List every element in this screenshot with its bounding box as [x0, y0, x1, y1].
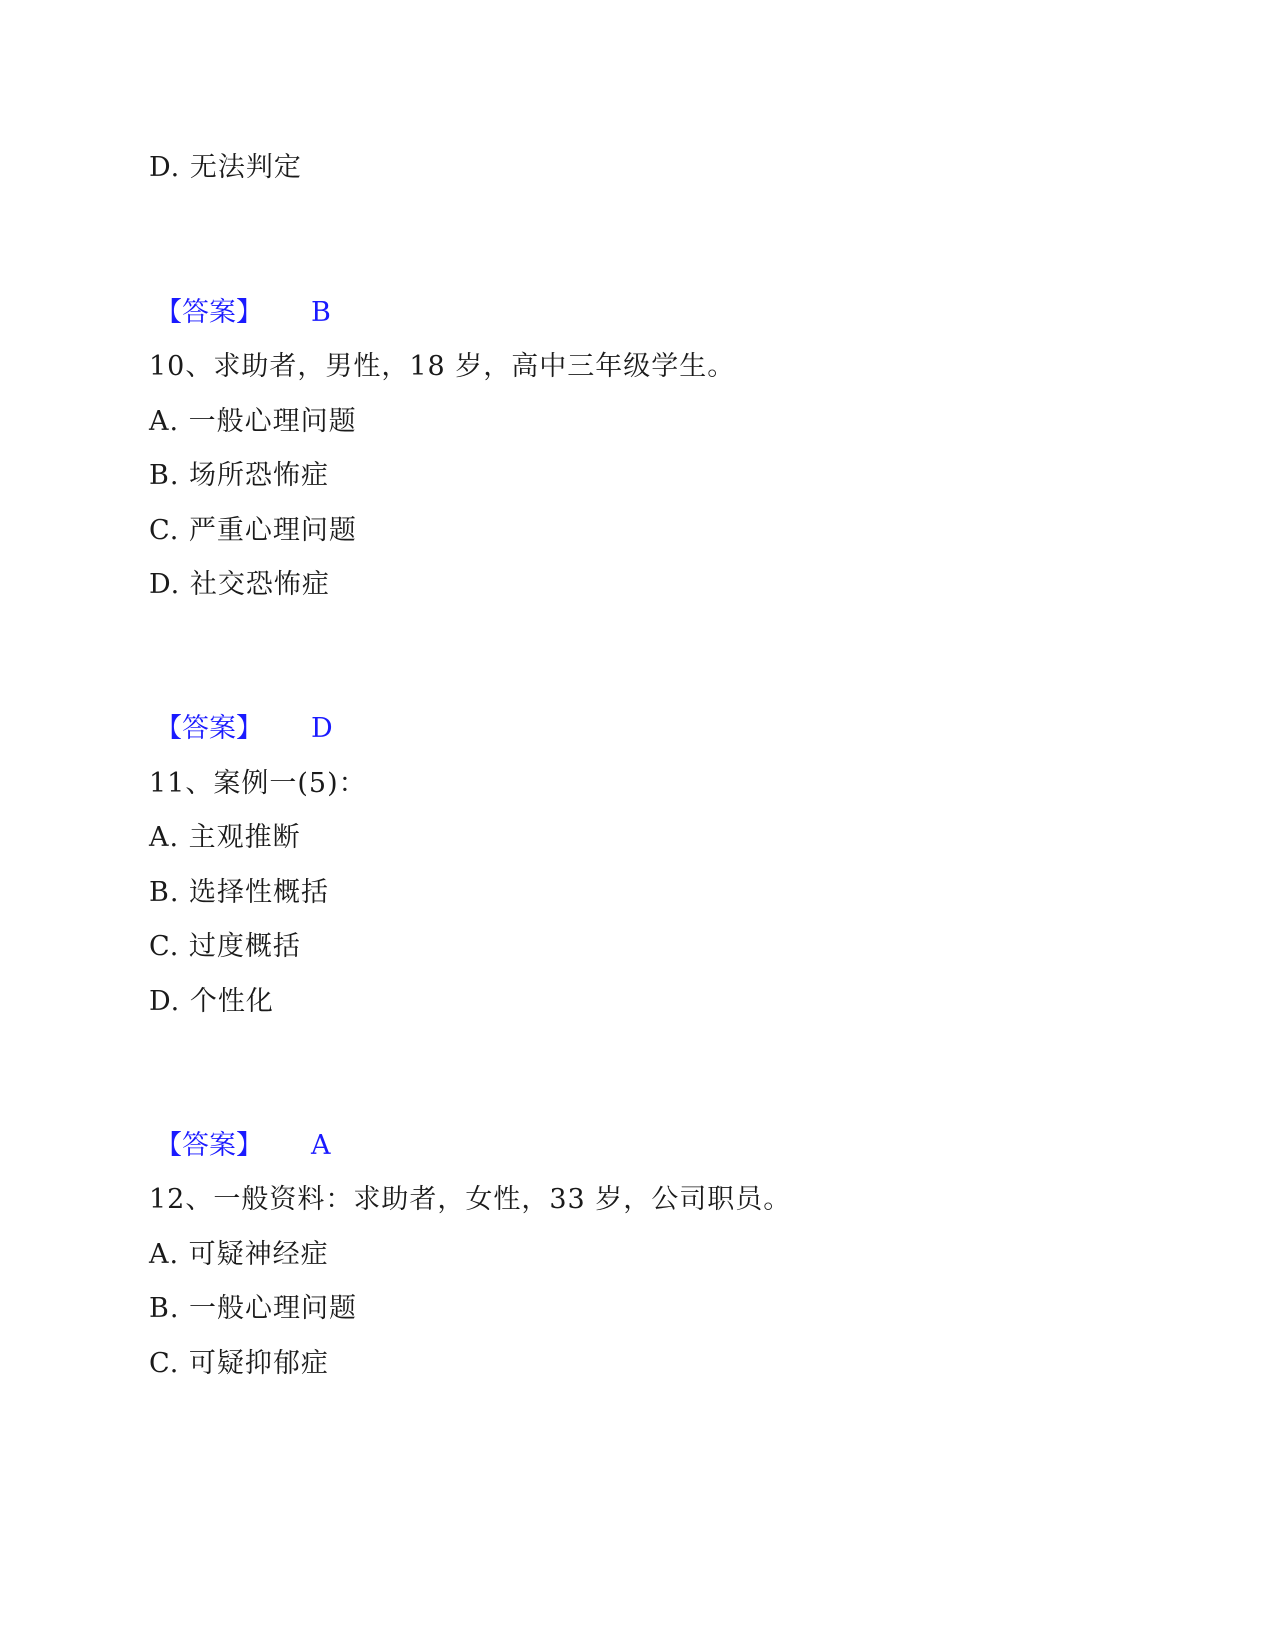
q12-option-b: B. 一般心理问题 [149, 1293, 358, 1324]
answer-label: 【答案】 [155, 1130, 263, 1161]
option-d-prev: D. 无法判定 [149, 152, 302, 183]
answer-row-10 [155, 711, 333, 747]
answer-row-11 [155, 1128, 331, 1164]
answer-label: 【答案】 [155, 297, 263, 328]
q10-option-a: A. 一般心理问题 [149, 406, 357, 437]
question-10: 10、求助者，男性，18 岁，高中三年级学生。 [149, 351, 736, 382]
question-11: 11、案例一(5)： [149, 768, 367, 799]
q10-option-c: C. 严重心理问题 [149, 515, 357, 546]
answer-value: B [311, 297, 331, 328]
q10-option-d: D. 社交恐怖症 [149, 569, 330, 600]
question-12: 12、一般资料：求助者，女性，33 岁，公司职员。 [149, 1184, 792, 1215]
q11-option-c: C. 过度概括 [149, 931, 301, 962]
answer-value: D [311, 713, 333, 744]
answer-row-9 [155, 295, 331, 331]
q12-option-a: A. 可疑神经症 [149, 1239, 329, 1270]
q10-option-b: B. 场所恐怖症 [149, 460, 330, 491]
q11-option-b: B. 选择性概括 [149, 877, 330, 908]
q11-option-d: D. 个性化 [149, 986, 274, 1017]
q11-option-a: A. 主观推断 [149, 822, 301, 853]
answer-label: 【答案】 [155, 713, 263, 744]
answer-value: A [311, 1130, 331, 1161]
q12-option-c: C. 可疑抑郁症 [149, 1348, 329, 1379]
